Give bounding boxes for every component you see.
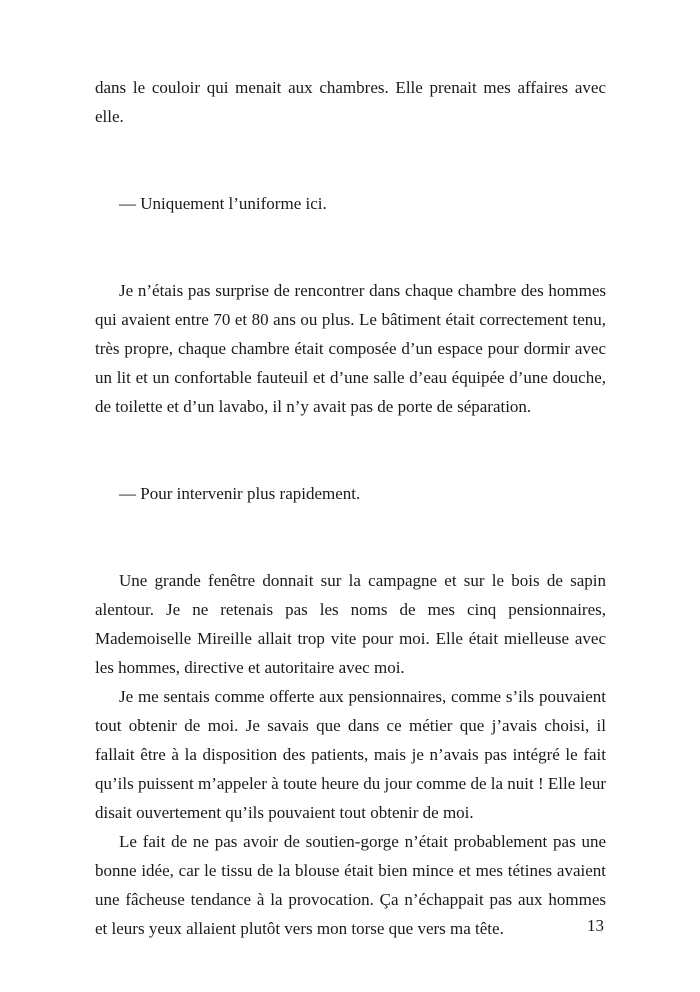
paragraph-blouse: Le fait de ne pas avoir de soutien-gorge n’était probablement pas une bonne idée, car le tissu de la blouse était bien mince et mes tétines avaient une fâcheuse tendance à la provocation. Ça n’échappait pas aux hommes et leurs yeux allaient plutôt vers mon torse que vers ma tête.: [95, 832, 606, 938]
page-number: 13: [587, 916, 604, 935]
paragraph-offered: Je me sentais comme offerte aux pensionnaires, comme s’ils pouvaient tout obtenir de moi. Je savais que dans ce métier que j’avais choisi, il fallait être à la disposition des patients, mais je n’avais pas intégré le fait qu’ils puissent m’appeler à toute heure du jour comme de la nuit ! Elle leur disait ouvertement qu’ils pouvaient tout obtenir de moi.: [95, 687, 606, 822]
paragraph-continuation: dans le couloir qui menait aux chambres. Elle prenait mes affaires avec elle.: [95, 78, 606, 126]
paragraph-window: Une grande fenêtre donnait sur la campagne et sur le bois de sapin alentour. Je ne retenais pas les noms de mes cinq pensionnaires, Mademoiselle Mireille allait trop vite pour moi. Elle était mielleuse avec les hommes, directive et autoritaire avec moi.: [95, 571, 606, 677]
page-body: [95, 73, 606, 943]
paragraph-rooms-description: Je n’étais pas surprise de rencontrer dans chaque chambre des hommes qui avaient entre 70 et 80 ans ou plus. Le bâtiment était correctement tenu, très propre, chaque chambre était composée d’un espace pour dormir avec un lit et un confortable fauteuil et d’une salle d’eau équipée d’une douche, de toilette et d’un lavabo, il n’y avait pas de porte de séparation.: [95, 281, 606, 416]
dialogue-line-uniform: — Uniquement l’uniforme ici.: [119, 194, 327, 213]
dialogue-line-intervene: — Pour intervenir plus rapidement.: [119, 484, 361, 503]
